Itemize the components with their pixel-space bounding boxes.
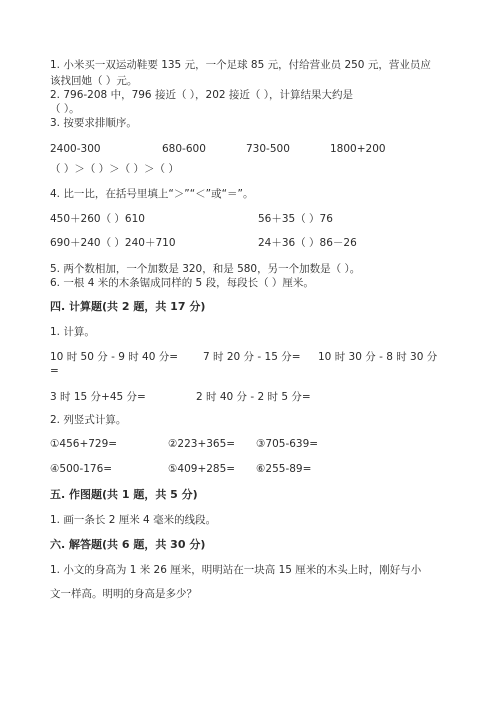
vertical-calc-4: ④500-176=: [50, 463, 113, 475]
time-problem-1: 10 时 50 分 - 9 时 40 分=: [50, 351, 179, 363]
section-6-question-1-line-2: 文一样高。明明的身高是多少？: [50, 588, 197, 600]
vertical-calc-3: ③705-639=: [256, 438, 319, 450]
time-problem-4: 3 时 15 分+45 分=: [50, 391, 146, 403]
question-4: 4. 比一比，在括号里填上“＞”“＜”或“＝”。: [50, 188, 254, 200]
compare-item-4: 24＋36（ ）86－26: [258, 237, 357, 249]
compare-item-3: 690＋240（ ）240＋710: [50, 237, 176, 249]
section-5-title: 五. 作图题(共 1 题，共 5 分): [50, 488, 198, 501]
question-2-line-2: （ ）。: [50, 103, 80, 115]
compare-item-2: 56＋35（ ）76: [258, 213, 333, 225]
section-4-title: 四. 计算题(共 2 题，共 17 分): [50, 300, 206, 313]
vertical-calc-1: ①456+729=: [50, 438, 118, 450]
vertical-calc-6: ⑥255-89=: [256, 463, 312, 475]
time-problem-5: 2 时 40 分 - 2 时 5 分=: [196, 391, 311, 403]
question-1-line-2: 该找回她（ ）元。: [50, 75, 138, 87]
time-problem-3: 10 时 30 分 - 8 时 30 分: [318, 351, 438, 363]
section-4-question-1: 1. 计算。: [50, 326, 95, 338]
section-6-question-1-line-1: 1. 小文的身高为 1 米 26 厘米，明明站在一块高 15 厘米的木头上时，刚好与小: [50, 564, 422, 576]
question-5: 5. 两个数相加，一个加数是 320，和是 580，另一个加数是（ ）。: [50, 263, 361, 275]
compare-item-1: 450＋260（ ）610: [50, 213, 145, 225]
order-item-1: 2400-300: [50, 143, 101, 155]
section-5-question-1: 1. 画一条长 2 厘米 4 毫米的线段。: [50, 514, 217, 526]
time-problem-3-continuation: =: [50, 365, 59, 377]
section-6-title: 六. 解答题(共 6 题，共 30 分): [50, 538, 206, 551]
vertical-calc-2: ②223+365=: [168, 438, 236, 450]
question-3: 3. 按要求排顺序。: [50, 117, 137, 129]
question-6: 6. 一根 4 米的木条锯成同样的 5 段，每段长（ ）厘米。: [50, 277, 314, 289]
question-1-line-1: 1. 小米买一双运动鞋要 135 元，一个足球 85 元，付给营业员 250 元，营业员应: [50, 59, 431, 71]
order-item-2: 680-600: [162, 143, 206, 155]
section-4-question-2: 2. 列竖式计算。: [50, 414, 127, 426]
order-blanks: （ ）＞（ ）＞（ ）＞（ ）: [50, 163, 179, 175]
time-problem-2: 7 时 20 分 - 15 分=: [203, 351, 301, 363]
vertical-calc-5: ⑤409+285=: [168, 463, 236, 475]
order-item-3: 730-500: [246, 143, 290, 155]
order-item-4: 1800+200: [330, 143, 386, 155]
question-2-line-1: 2. 796-208 中，796 接近（ ），202 接近（ ），计算结果大约是: [50, 89, 353, 101]
